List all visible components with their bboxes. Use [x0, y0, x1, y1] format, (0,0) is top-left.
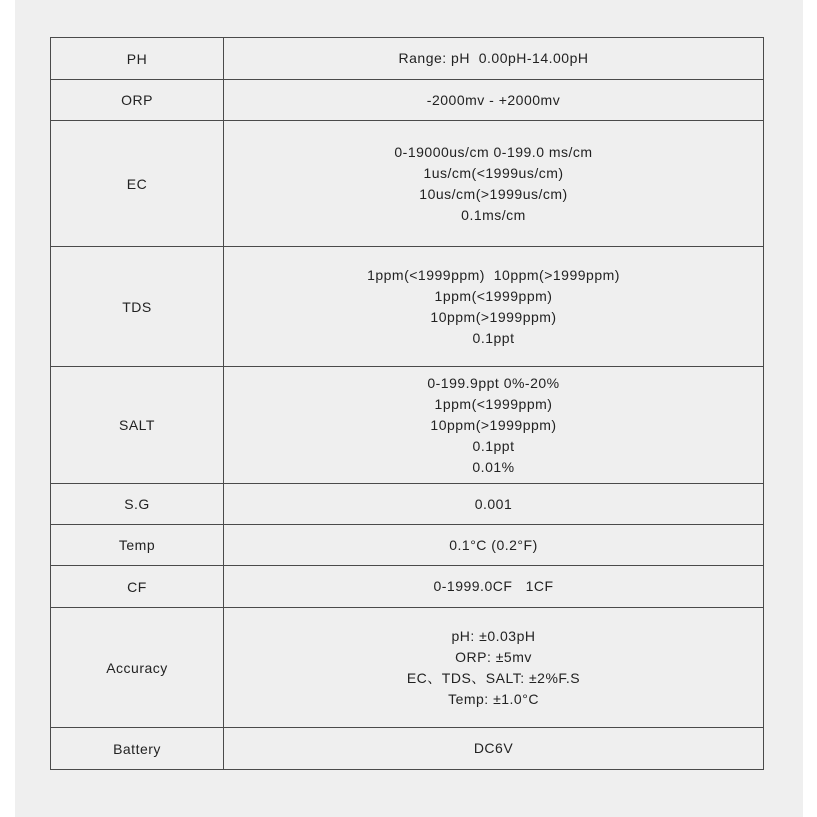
- spec-value-line: 0-199.9ppt 0%-20%: [427, 374, 560, 391]
- spec-value-battery: [224, 728, 764, 770]
- spec-value-line: 0.1°C (0.2°F): [449, 536, 538, 553]
- spec-row-cf: [51, 566, 764, 608]
- spec-value-ph: [224, 38, 764, 80]
- spec-value-ec: [224, 121, 764, 247]
- spec-value-line: -2000mv - +2000mv: [426, 91, 561, 108]
- spec-value-temp: [224, 525, 764, 566]
- spec-value-line: 0.1ms/cm: [461, 206, 526, 223]
- spec-value-line: 10ppm(>1999ppm): [430, 416, 557, 433]
- spec-value-line: ORP: ±5mv: [455, 648, 532, 665]
- spec-value-tds: [224, 247, 764, 367]
- spec-label-orp: ORP: [51, 80, 224, 121]
- spec-row-orp: [51, 80, 764, 121]
- spec-row-temp: [51, 525, 764, 566]
- spec-value-salt: [224, 367, 764, 484]
- spec-row-salt: [51, 367, 764, 484]
- spec-value-line: 0-1999.0CF 1CF: [433, 578, 554, 594]
- spec-value-line: 1ppm(<1999ppm) 10ppm(>1999ppm): [367, 266, 620, 283]
- spec-label-ph: PH: [51, 38, 224, 80]
- spec-row-accuracy: [51, 608, 764, 728]
- spec-value-line: 1us/cm(<1999us/cm): [423, 164, 564, 181]
- spec-label-ec: EC: [51, 121, 224, 247]
- spec-value-cf: [224, 566, 764, 608]
- spec-label-cf: CF: [51, 566, 224, 608]
- spec-label-sg: S.G: [51, 484, 224, 525]
- spec-value-accuracy: [224, 608, 764, 728]
- spec-label-tds: TDS: [51, 247, 224, 367]
- spec-value-line: 0.001: [474, 495, 513, 512]
- spec-row-ec: [51, 121, 764, 247]
- spec-row-ph: [51, 38, 764, 80]
- spec-value-line: 0.1ppt: [472, 329, 515, 346]
- spec-value-line: pH: ±0.03pH: [451, 627, 536, 644]
- spec-row-sg: [51, 484, 764, 525]
- spec-value-line: 10ppm(>1999ppm): [430, 308, 557, 325]
- spec-value-line: 1ppm(<1999ppm): [434, 395, 553, 412]
- spec-label-battery: Battery: [51, 728, 224, 770]
- spec-table: [50, 37, 764, 770]
- spec-label-salt: SALT: [51, 367, 224, 484]
- spec-value-line: 0.1ppt: [472, 437, 515, 454]
- spec-row-tds: [51, 247, 764, 367]
- spec-value-line: EC、TDS、SALT: ±2%F.S: [406, 669, 581, 686]
- spec-value-line: 0.01%: [472, 458, 515, 475]
- spec-row-battery: [51, 728, 764, 770]
- spec-value-line: 10us/cm(>1999us/cm): [419, 185, 568, 202]
- spec-value-sg: [224, 484, 764, 525]
- spec-value-line: 1ppm(<1999ppm): [434, 287, 553, 304]
- spec-label-accuracy: Accuracy: [51, 608, 224, 728]
- spec-label-temp: Temp: [51, 525, 224, 566]
- spec-value-line: Temp: ±1.0°C: [448, 690, 539, 707]
- spec-value-line: DC6V: [473, 740, 514, 756]
- spec-value-orp: [224, 80, 764, 121]
- spec-value-line: 0-19000us/cm 0-199.0 ms/cm: [394, 143, 593, 160]
- spec-value-line: Range: pH 0.00pH-14.00pH: [398, 50, 589, 66]
